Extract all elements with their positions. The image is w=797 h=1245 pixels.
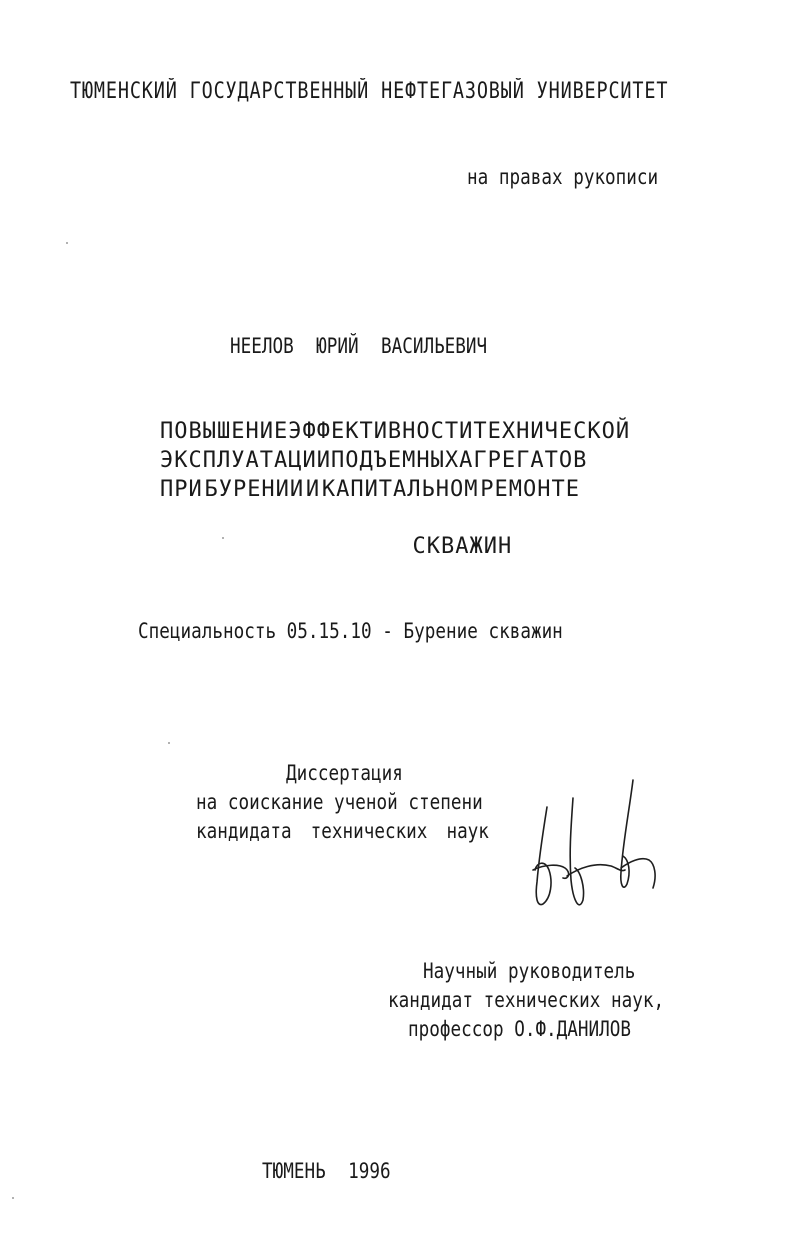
title-word: ЭКСПЛУАТАЦИИ [160,448,331,473]
title-word: РЕМОНТЕ [480,477,580,502]
supervisor-line-1: Научный руководитель [423,959,636,983]
title-word: ТЕХНИЧЕСКОЙ [473,419,631,444]
university-name: ТЮМЕНСКИЙ ГОСУДАРСТВЕННЫЙ НЕФТЕГАЗОВЫЙ УНИВЕРСИТЕТ [70,79,669,104]
scan-speck [168,742,170,744]
title-word: ЭФФЕКТИВНОСТИ [288,419,474,444]
supervisor-line-2: кандидат технических наук, [388,988,665,1012]
degree-line-2: на соискание ученой степени [196,790,483,814]
supervisor-line-3: профессор О.Ф.ДАНИЛОВ [408,1017,632,1041]
scan-speck [66,242,68,244]
title-line-1 [160,418,631,446]
title-word: ПОВЫШЕНИЕ [160,419,289,444]
title-word: КАПИТАЛЬНОМ [321,477,479,502]
title-word: ПОДЪЕМНЫХ [330,448,460,473]
specialty-line: Специальность 05.15.10 - Бурение скважин [138,619,563,643]
scan-speck [222,537,224,539]
title-word: АГРЕГАТОВ [459,448,588,473]
degree-line-3: кандидата технических наук [196,819,489,843]
title-word: СКВАЖИН [412,534,513,559]
manuscript-note: на правах рукописи [467,165,659,189]
title-line-4 [327,505,512,589]
degree-line-1: Диссертация [286,761,403,785]
title-line-2 [160,447,588,475]
title-word: БУРЕНИИ [204,477,305,502]
author-signature [525,772,665,922]
author-name: НЕЕЛОВ ЮРИЙ ВАСИЛЬЕВИЧ [230,334,488,358]
title-line-3 [160,476,580,504]
title-word: И [305,477,321,502]
scan-speck [12,1197,14,1199]
title-word: ПРИ [160,477,203,502]
city-year: ТЮМЕНЬ 1996 [262,1159,391,1183]
